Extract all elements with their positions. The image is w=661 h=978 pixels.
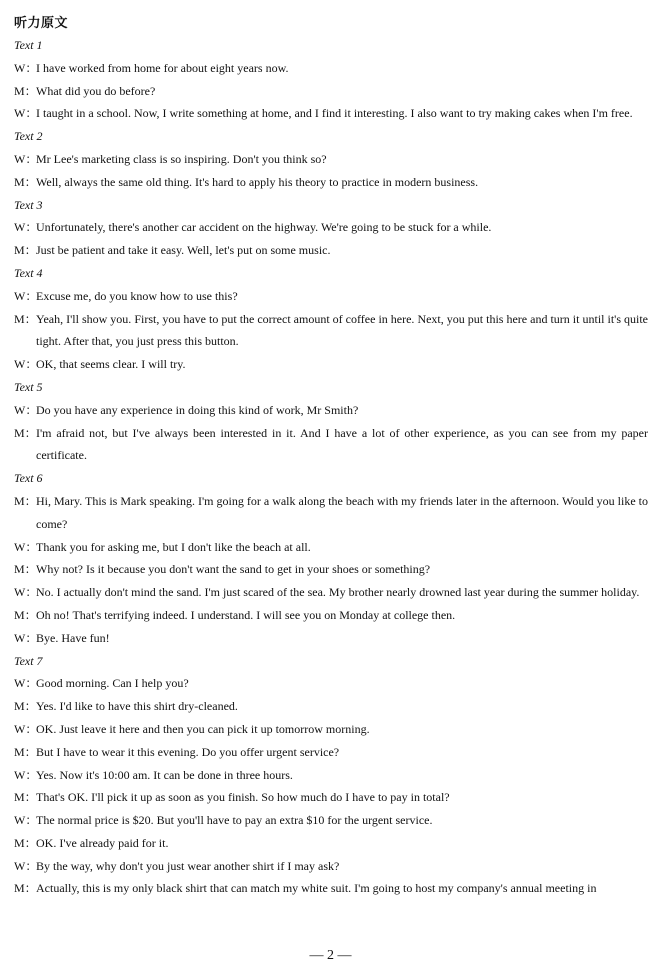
dialogue-text: Bye. Have fun!: [36, 630, 110, 645]
speaker-label: W：: [14, 539, 38, 554]
dialogue-line: [14, 672, 648, 695]
dialogue-text: Yes. Now it's 10:00 am. It can be done in three hours.: [36, 767, 293, 782]
dialogue-line: [14, 239, 648, 262]
dialogue-text: Thank you for asking me, but I don't like the beach at all.: [36, 539, 311, 554]
speaker-label: W：: [14, 357, 38, 372]
dialogue-text: I'm afraid not, but I've always been interested in it. And I have a lot of other experience, as you can see from my paper certificate.: [36, 425, 648, 463]
dialogue-line: [14, 809, 648, 832]
dialogue-text: By the way, why don't you just wear another shirt if I may ask?: [36, 858, 340, 873]
dialogue-line: [14, 855, 648, 878]
speaker-label: W：: [14, 630, 38, 645]
speaker-label: M：: [14, 835, 37, 850]
dialogue-line: [14, 786, 648, 809]
dialogue-text: OK. Just leave it here and then you can pick it up tomorrow morning.: [36, 721, 370, 736]
dialogue-text: The normal price is $20. But you'll have to pay an extra $10 for the urgent service.: [36, 813, 433, 828]
speaker-label: W：: [14, 60, 38, 75]
dialogue-text: That's OK. I'll pick it up as soon as you finish. So how much do I have to pay in total?: [36, 790, 450, 805]
transcript-body: [14, 34, 648, 900]
speaker-label: W：: [14, 767, 38, 782]
dialogue-line: [14, 604, 648, 627]
speaker-label: W：: [14, 151, 38, 166]
dialogue-text: Mr Lee's marketing class is so inspiring. Don't you think so?: [36, 151, 327, 166]
dialogue-line: [14, 832, 648, 855]
dialogue-text: What did you do before?: [36, 83, 156, 98]
speaker-label: M：: [14, 790, 37, 805]
section-label: Text 4: [14, 265, 43, 280]
dialogue-line: [14, 57, 648, 80]
speaker-label: W：: [14, 106, 38, 121]
speaker-label: W：: [14, 288, 38, 303]
section-label: Text 1: [14, 38, 43, 52]
section-label: Text 3: [14, 197, 43, 212]
dialogue-line: [14, 764, 648, 787]
dialogue-line: [14, 148, 648, 171]
speaker-label: W：: [14, 721, 38, 736]
dialogue-text: I have worked from home for about eight years now.: [36, 60, 289, 75]
dialogue-text: Unfortunately, there's another car accident on the highway. We're going to be stuck for a while.: [36, 220, 492, 235]
speaker-label: W：: [14, 220, 38, 235]
dialogue-text: OK. I've already paid for it.: [36, 835, 169, 850]
dialogue-text: Just be patient and take it easy. Well, let's put on some music.: [36, 243, 331, 258]
dialogue-line: [14, 741, 648, 764]
dialogue-text: Excuse me, do you know how to use this?: [36, 288, 238, 303]
dialogue-text: OK, that seems clear. I will try.: [36, 357, 186, 372]
dialogue-text: Hi, Mary. This is Mark speaking. I'm going for a walk along the beach with my friends later in the afternoon. Would you like to come?: [36, 493, 648, 531]
section-label: Text 7: [14, 653, 43, 668]
speaker-label: M：: [14, 744, 37, 759]
dialogue-line: [14, 353, 648, 376]
speaker-label: W：: [14, 676, 38, 691]
speaker-label: M：: [14, 699, 37, 714]
dialogue-line: [14, 102, 648, 125]
speaker-label: M：: [14, 881, 37, 896]
dialogue-line: [14, 558, 648, 581]
speaker-label: M：: [14, 243, 37, 258]
dialogue-line: [14, 308, 648, 354]
page-heading: 听力原文: [14, 16, 69, 31]
dialogue-text: Yeah, I'll show you. First, you have to put the correct amount of coffee in here. Next, you put this here and turn it until it's quite tight. After that, you just press this button.: [36, 311, 648, 349]
dialogue-line: [14, 695, 648, 718]
dialogue-line: [14, 216, 648, 239]
speaker-label: W：: [14, 585, 38, 600]
dialogue-line: [14, 422, 648, 468]
dialogue-text: Do you have any experience in doing this kind of work, Mr Smith?: [36, 402, 359, 417]
speaker-label: W：: [14, 402, 38, 417]
dialogue-text: Good morning. Can I help you?: [36, 676, 189, 691]
speaker-label: M：: [14, 607, 37, 622]
dialogue-line: [14, 399, 648, 422]
dialogue-text: No. I actually don't mind the sand. I'm just scared of the sea. My brother nearly drowned last year during the summer holiday.: [36, 585, 640, 600]
dialogue-line: [14, 536, 648, 559]
dialogue-text: Why not? Is it because you don't want the sand to get in your shoes or something?: [36, 562, 431, 577]
dialogue-text: I taught in a school. Now, I write something at home, and I find it interesting. I also want to try making cakes when I'm free.: [36, 106, 633, 121]
speaker-label: M：: [14, 311, 37, 326]
speaker-label: M：: [14, 493, 37, 508]
dialogue-line: [14, 171, 648, 194]
section-label: Text 5: [14, 379, 43, 394]
dialogue-line: [14, 627, 648, 650]
speaker-label: W：: [14, 858, 38, 873]
dialogue-text: Oh no! That's terrifying indeed. I understand. I will see you on Monday at college then.: [36, 607, 456, 622]
speaker-label: M：: [14, 174, 37, 189]
dialogue-line: [14, 581, 648, 604]
dialogue-text: But I have to wear it this evening. Do you offer urgent service?: [36, 744, 340, 759]
dialogue-line: [14, 285, 648, 308]
dialogue-line: [14, 718, 648, 741]
speaker-label: M：: [14, 562, 37, 577]
page-number: — 2 —: [309, 948, 352, 963]
speaker-label: M：: [14, 83, 37, 98]
speaker-label: M：: [14, 425, 37, 440]
dialogue-line: [14, 80, 648, 103]
dialogue-text: Yes. I'd like to have this shirt dry-cleaned.: [36, 699, 238, 714]
dialogue-text: Actually, this is my only black shirt that can match my white suit. I'm going to host my company's annual meeting in: [36, 881, 597, 896]
section-label: Text 6: [14, 471, 43, 486]
dialogue-line: [14, 877, 648, 900]
speaker-label: W：: [14, 813, 38, 828]
section-label: Text 2: [14, 129, 43, 144]
dialogue-text: Well, always the same old thing. It's hard to apply his theory to practice in modern business.: [36, 174, 479, 189]
dialogue-line: [14, 490, 648, 536]
